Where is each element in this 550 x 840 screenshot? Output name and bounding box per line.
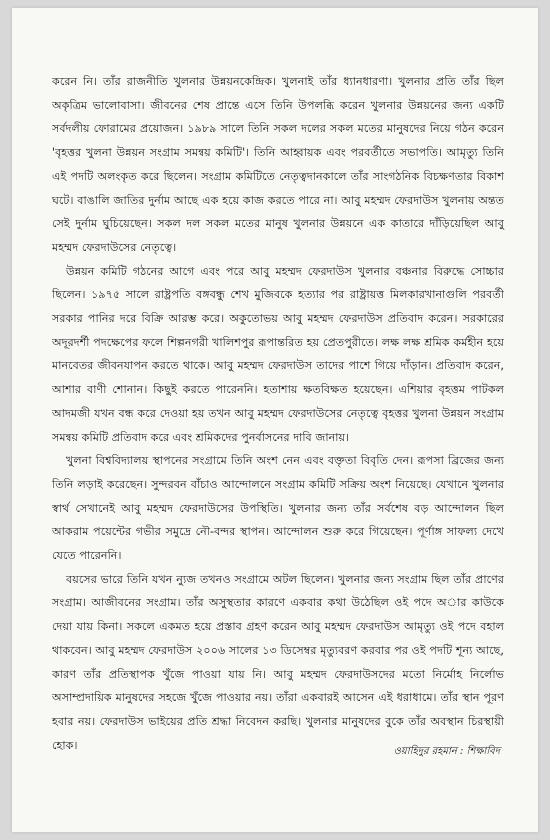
book-page: [12, 8, 538, 832]
paragraph: বয়সের ভারে তিনি যখন ন্যুজ তখনও সংগ্রামে অটল ছিলেন। খুলনার জন্য সংগ্রাম ছিল তাঁর প্রাণের সংগ্রাম। আজীবনের সংগ্রাম। তাঁর অসুস্থতার কারণে একবার কথা উঠেছিল ওই পদে অার কাউকে দেয়া যায় কিনা। সকলে একমত হয়ে প্রস্তাব গ্রহণ করেন আবু মহম্মদ ফেরদাউস আমৃত্যু ওই পদে বহাল থাকবেন। আবু মহম্মদ ফেরদাউস ২০০৬ সালের ১৩ ডিসেম্বর মৃত্যুবরণ করবার পর ওই পদটি শূন্য আছে, কারণ তাঁর প্রতিস্থাপক খুঁজে পাওয়া যায় নি। আবু মহম্মদ ফেরদাউসদের মতো নির্মোহ নির্লোভ অসাম্প্রদায়িক মানুষদের সহজে খুঁজে পাওয়ার নয়। তাঁরা একবারই আসেন এই ধরাধামে। তাঁর স্থান পূরণ হবার নয়। ফেরদাউস ভাইয়ের প্রতি শ্রদ্ধা নিবেদন করছি। খুলনার মানুষদের বুকে তাঁর অবস্থান চিরস্থায়ী হোক।: [52, 572, 504, 752]
paragraph: উন্নয়ন কমিটি গঠনের আগে এবং পরে আবু মহম্মদ ফেরদাউস খুলনার বঞ্চনার বিরুদ্ধে সোচ্চার ছিলেন। ১৯৭৫ সালে রাষ্ট্রপতি বঙ্গবন্ধু শেখ মুজিবকে হত্যার পর রাষ্ট্রায়ত্ত মিলকারখানাগুলি পরবর্তী সরকার পানির দরে বিক্রি আরম্ভ করে। অকুতোভয় আবু মহম্মদ ফেরদাউস প্রতিবাদ করেন। সরকারের অদূরদর্শী পদক্ষেপের ফলে শিল্পনগরী খালিশপুর রূপান্তরিত হয় প্রেতপুরীতে। লক্ষ লক্ষ শ্রমিক কর্মহীন হয়ে মানবেতর জীবনযাপন করতে থাকে। আবু মহম্মদ ফেরদাউস তাদের পাশে গিয়ে দাঁড়ান। প্রতিবাদ করেন, আশার বাণী শোনান। কিছুই করতে পারেননি। হতাশায় ক্ষতবিক্ষত হয়েছেন। এশিয়ার বৃহত্তম পাটকল আদমজী যখন বন্ধ করে দেওয়া হয় তখন আবু মহম্মদ ফেরদাউসের নেতৃত্বে বৃহত্তর খুলনা উন্নয়ন সংগ্রাম সমন্বয় কমিটি প্রতিবাদ করে এবং শ্রমিকদের পুনর্বাসনের দাবি জানায়।: [52, 264, 504, 444]
paragraph: খুলনা বিশ্ববিদ্যালয় স্থাপনের সংগ্রামে তিনি অংশ নেন এবং বক্তৃতা বিবৃতি দেন। রূপসা ব্রিজের জন্য তিনি লড়াই করেছেন। সুন্দরবন বাঁচাও আন্দোলনে সংগ্রাম কমিটি সক্রিয় অংশ নিয়েছে। যেখানে খুলনার স্বার্থ সেখানেই আবু মহম্মদ ফেরদাউসের উপস্থিতি। খুলনার জন্য তাঁর সর্বশেষ বড় আন্দোলন ছিল আকরাম পয়েন্টের গভীর সমুদ্রে নৌ-বন্দর স্থাপন। আন্দোলন শুরু করে গিয়েছেন। পূর্ণাঙ্গ সাফল্য দেখে যেতে পারেননি।: [52, 454, 504, 563]
page-body: [52, 70, 504, 757]
author-signature: ওয়াহিদুর রহমান : শিক্ষাবিদ: [393, 746, 500, 757]
paragraph: করেন নি। তাঁর রাজনীতি খুলনার উন্নয়নকেন্দ্রিক। খুলনাই তাঁর ধ্যানধারণা। খুলনার প্রতি তাঁর ছিল অকৃত্রিম ভালোবাসা। জীবনের শেষ প্রান্তে এসে তিনি উপলব্ধি করেন খুলনার উন্নয়নের জন্য একটি সর্বদলীয় ফোরামের প্রয়োজন। ১৯৮৯ সালে তিনি সকল দলের সকল মতের মানুষদের নিয়ে গঠন করেন 'বৃহত্তর খুলনা উন্নয়ন সংগ্রাম সমন্বয় কমিটি'। তিনি আহ্বায়ক এবং পরবর্তীতে সভাপতি। আমৃত্যু তিনি এই পদটি অলংকৃত করে ছিলেন। সংগ্রাম কমিটিতে নেতৃত্বদানকালে তাঁর সাংগঠনিক বিচক্ষণতার বিকাশ ঘটে। বাঙালি জাতির দুর্নাম আছে এক হয়ে কাজ করতে পারে না। আবু মহম্মদ ফেরদাউস খুলনায় অন্তত সেই দুর্নাম ঘুচিয়েছেন। সকল দল সকল মতের মানুষ খুলনার উন্নয়নে এক কাতারে দাঁড়িয়েছিল আবু মহম্মদ ফেরদাউসের নেতৃত্বে।: [52, 75, 504, 254]
